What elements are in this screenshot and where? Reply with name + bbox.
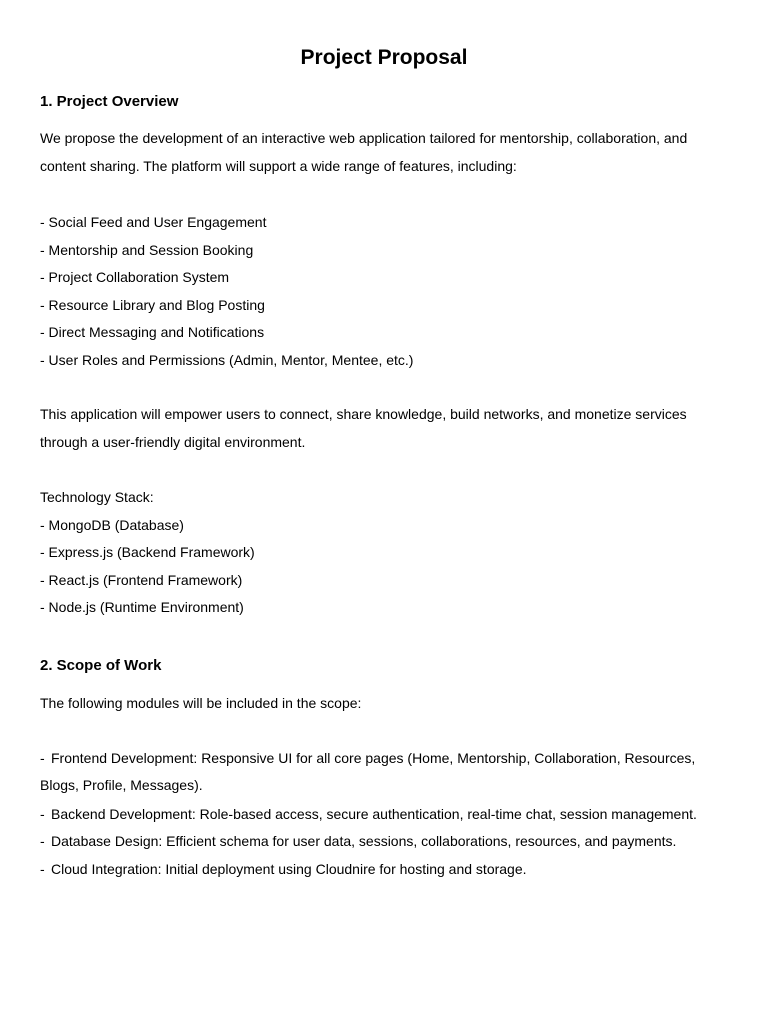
feature-item: - Resource Library and Blog Posting [40,296,265,313]
bullet-dash: - [40,805,45,822]
scope-module-item [40,804,697,824]
scope-module-text: Backend Development: Role-based access, secure authentication, real-time chat, session management. [51,805,697,822]
feature-item: - Direct Messaging and Notifications [40,324,265,340]
bullet-dash: - [40,860,45,877]
tech-stack-item: - Node.js (Runtime Environment) [40,599,244,615]
tech-stack-item: - Express.js (Backend Framework) [40,544,255,560]
feature-item: - Mentorship and Session Booking [40,241,254,258]
feature-item: - Project Collaboration System [40,269,230,285]
bullet-dash: - [40,833,45,849]
scope-module-text: Database Design: Efficient schema for user data, sessions, collaborations, resources, and payments. [51,833,677,849]
feature-item: - User Roles and Permissions (Admin, Mentor, Mentee, etc.) [40,351,414,368]
section-heading-scope: 2. Scope of Work [40,657,162,674]
scope-module-item [40,859,527,879]
tech-stack-heading: Technology Stack: [40,489,154,505]
bullet-dash: - [40,749,45,766]
tech-stack-item: - MongoDB (Database) [40,516,184,533]
scope-module-item [40,831,676,851]
overview-summary: This application will empower users to connect, share knowledge, build networks, and monetize services through a user-friendly digital environment. [40,406,687,450]
page-title: Project Proposal [300,46,468,69]
feature-item: - Social Feed and User Engagement [40,214,267,230]
section-heading-overview: 1. Project Overview [40,93,179,110]
scope-module-item [40,745,726,800]
scope-intro: The following modules will be included in the scope: [40,695,362,711]
scope-module-text: Cloud Integration: Initial deployment using Cloudnire for hosting and storage. [51,860,527,877]
overview-intro: We propose the development of an interactive web application tailored for mentorship, collaboration, and content sharing. The platform will support a wide range of features, including: [40,130,688,174]
scope-module-text: Frontend Development: Responsive UI for all core pages (Home, Mentorship, Collaboration, Resources, Blogs, Profile, Messages). [40,749,696,793]
tech-stack-item: - React.js (Frontend Framework) [40,571,243,588]
